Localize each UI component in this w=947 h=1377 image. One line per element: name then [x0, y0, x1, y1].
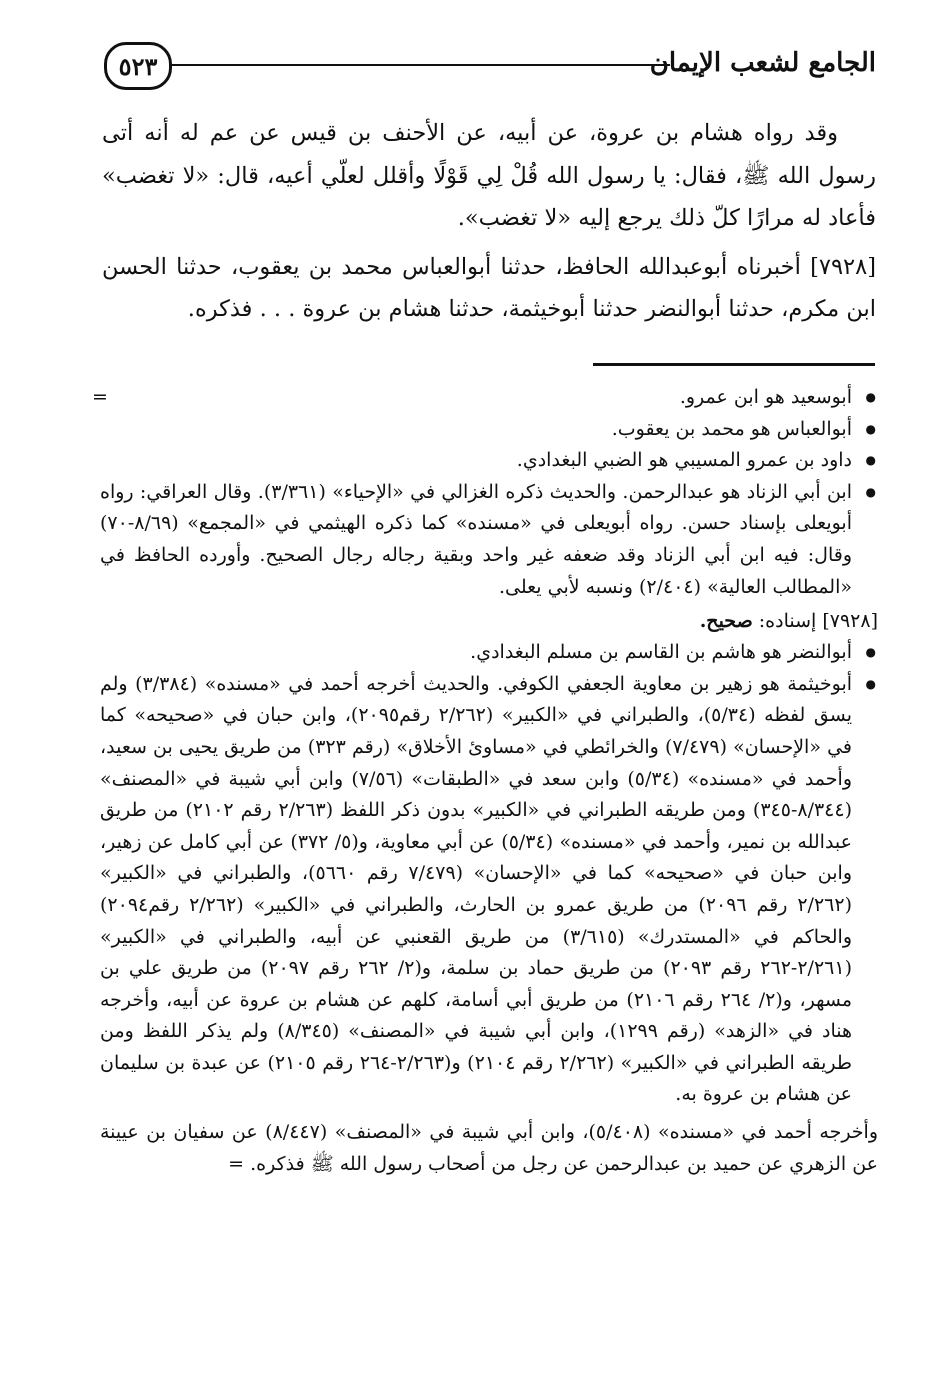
- footnote-item: ● داود بن عمرو المسيبي هو الضبي البغدادي.: [100, 445, 878, 477]
- footnote-list-before: [92, 382, 878, 603]
- page-number: ٥٢٣: [104, 42, 172, 90]
- footnote-item: ● أبوخيثمة هو زهير بن معاوية الجعفي الكوفي. والحديث أخرجه أحمد في «مسنده» (٣/٣٨٤) ولم يسق لفظه (٥/٣٤)، والطبراني في «الكبير» (٢/٢٦٢ رقم٢٠٩٥)، وابن حبان في «صحيحه» كما في «الإحسان» (٧/٤٧٩) والخرائطي في «مساوئ الأخلاق» (رقم ٣٢٣) من طريق يحيى بن سعيد، وأحمد في «مسنده» (٥/٣٤) وابن سعد في «الطبقات» (٧/٥٦) وابن أبي شيبة في «المصنف» (٨/٣٤٤-٣٤٥) ومن طريقه الطبراني في «الكبير» بدون ذكر اللفظ (٢/٢٦٣ رقم ٢١٠٢) من طريق عبدالله بن نمير، وأحمد في «مسنده» (٥/٣٤) عن أبي معاوية، و(٥/ ٣٧٢) عن أبي كامل عن زهير، وابن حبان في «صحيحه» كما في «الإحسان» (٧/٤٧٩ رقم ٥٦٦٠)، والطبراني في «الكبير» (٢/٢٦٢ رقم ٢٠٩٦) من طريق عمرو بن الحارث، والطبراني في «الكبير» (٢/٢٦٢ رقم٢٠٩٤) والحاكم في «المستدرك» (٣/٦١٥) من طريق القعنبي عن أبيه، والطبراني في «الكبير» (٢/٢٦١-٢٦٢ رقم ٢٠٩٣) من طريق حماد بن سلمة، و(٢/ ٢٦٢ رقم ٢٠٩٧) من طريق علي بن مسهر، و(٢/ ٢٦٤ رقم ٢١٠٦) من طريق أبي أسامة، كلهم عن هشام بن عروة عن أبيه، وأخرجه هناد في «الزهد» (رقم ١٢٩٩)، وابن أبي شيبة في «المصنف» (٨/٣٤٥) ولم يذكر اللفظ ومن طريقه الطبراني في «الكبير» (٢/٢٦٢ رقم ٢١٠٤) و(٢/٢٦٣-٢٦٤ رقم ٢١٠٥) عن عبدة بن سليمان عن هشام بن عروة به.: [100, 669, 878, 1111]
- page-header: [98, 38, 880, 98]
- carry-mark: ● =: [92, 386, 108, 408]
- footnote-rule: [593, 363, 875, 366]
- paragraph-isnad: [٧٩٢٨] أخبرناه أبوعبدالله الحافظ، حدثنا أبوالعباس محمد بن يعقوب، حدثنا الحسن ابن مكرم، حدثنا أبوالنضر حدثنا أبوخيثمة، حدثنا هشام بن عروة . . . فذكره.: [102, 253, 876, 322]
- paragraph-hadith-text: وقد رواه هشام بن عروة، عن أبيه، عن الأحنف بن قيس عن عم له أنه أتى رسول الله ﷺ، فقال: يا رسول الله قُلْ لِي قَوْلًا وأقلل لعلّي أعيه، قال: «لا تغضب» فأعاد له مرارًا كلّ ذلك يرجع إليه «لا تغضب».: [102, 120, 876, 231]
- footnote-item: ● أبوالعباس هو محمد بن يعقوب.: [100, 414, 878, 446]
- footnote-item: ● ابن أبي الزناد هو عبدالرحمن. والحديث ذكره الغزالي في «الإحياء» (٣/٣٦١). وقال العراقي: رواه أبويعلى بإسناد حسن. رواه أبويعلى في «مسنده» كما ذكره الهيثمي في «المجمع» (٨/٦٩-٧٠) وقال: فيه ابن أبي الزناد وقد ضعفه غير واحد وبقية رجاله رجال الصحيح. وأورده الحافظ في «المطالب العالية» (٢/٤٠٤) ونسبه لأبي يعلى.: [100, 477, 878, 603]
- running-title: الجامع لشعب الإيمان: [649, 48, 876, 78]
- footnote-item: ● = أبوسعيد هو ابن عمرو.: [100, 382, 878, 414]
- main-text: [102, 112, 876, 331]
- section-label: [٧٩٢٨] إسناده:: [758, 610, 878, 633]
- section-grade: صحيح.: [699, 610, 753, 633]
- footnote-item: ● أبوالنضر هو هاشم بن القاسم بن مسلم البغدادي.: [100, 637, 878, 669]
- main-paragraph: [102, 112, 876, 331]
- header-rule: [172, 64, 670, 66]
- footnote-section-heading: [100, 605, 878, 637]
- footnote-closing: وأخرجه أحمد في «مسنده» (٥/٤٠٨)، وابن أبي شيبة في «المصنف» (٨/٤٤٧) عن سفيان بن عيينة عن الزهري عن حميد بن عبدالرحمن عن رجل من أصحاب رسول الله ﷺ فذكره. =: [100, 1121, 878, 1175]
- footnotes: [92, 382, 878, 1180]
- footnote-list-after: [100, 637, 878, 1111]
